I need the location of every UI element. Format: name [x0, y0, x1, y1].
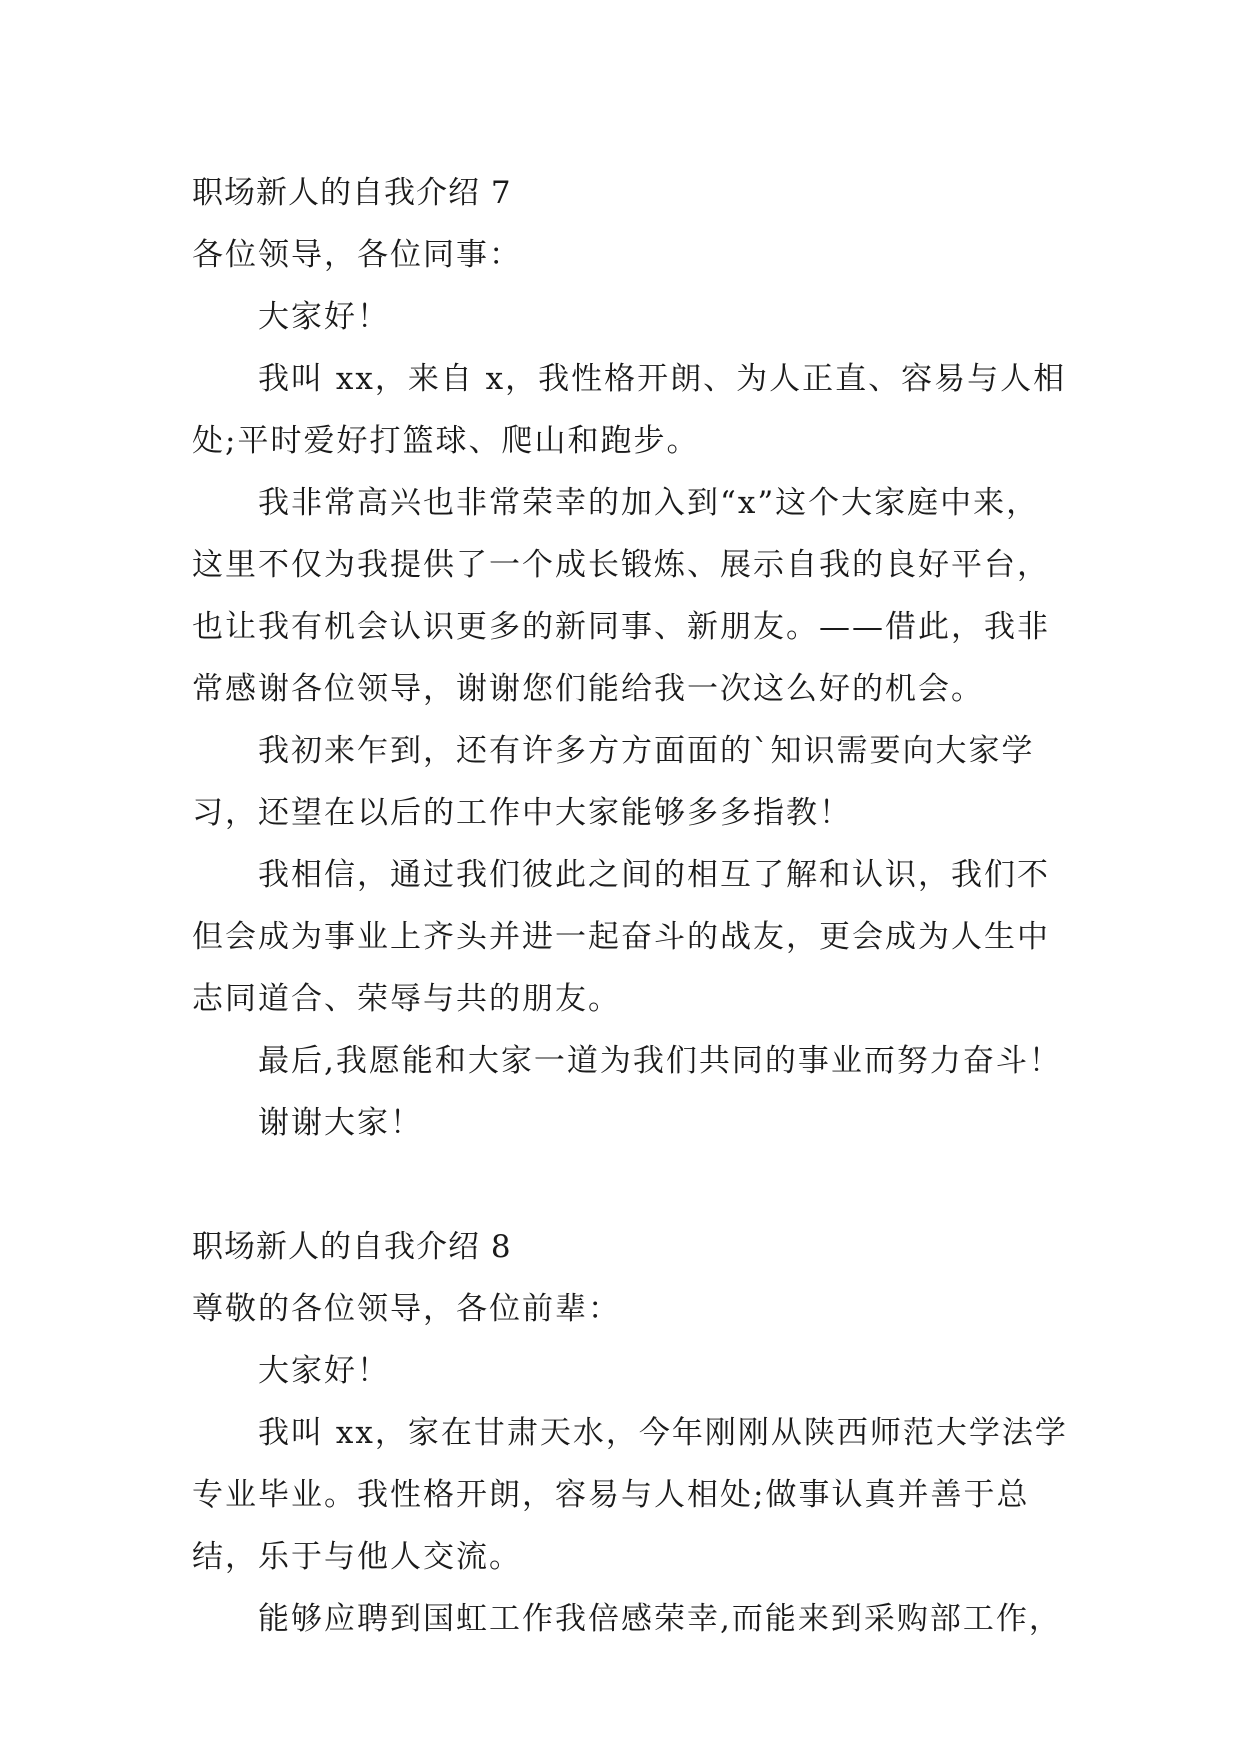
paragraph-line: 谢谢大家！: [258, 1105, 423, 1141]
paragraph-line: 结，乐于与他人交流。: [192, 1539, 522, 1575]
paragraph-line: 大家好！: [258, 1353, 390, 1389]
section-title: 职场新人的自我介绍 8: [192, 1229, 512, 1265]
section-intro-8: [192, 1216, 1068, 1650]
paragraph-line: 处;平时爱好打篮球、爬山和跑步。: [192, 423, 700, 459]
paragraph-line: 常感谢各位领导，谢谢您们能给我一次这么好的机会。: [192, 671, 984, 707]
paragraph-line: 专业毕业。我性格开朗，容易与人相处;做事认真并善于总: [192, 1477, 1030, 1513]
paragraph-line: 但会成为事业上齐头并进一起奋斗的战友，更会成为人生中: [192, 919, 1050, 955]
salutation: 各位领导，各位同事：: [192, 237, 522, 273]
paragraph-line: 我初来乍到，还有许多方方面面的`知识需要向大家学: [258, 733, 1035, 769]
paragraph-line: 我相信，通过我们彼此之间的相互了解和认识，我们不: [258, 857, 1050, 893]
section-title: 职场新人的自我介绍 7: [192, 175, 512, 211]
paragraph-line: 我叫 xx，来自 x，我性格开朗、为人正直、容易与人相: [258, 361, 1067, 397]
salutation: 尊敬的各位领导，各位前辈：: [192, 1291, 621, 1327]
paragraph-line: 我非常高兴也非常荣幸的加入到“x”这个大家庭中来，: [258, 485, 1040, 521]
document-page: [192, 162, 1068, 1650]
paragraph-line: 大家好！: [258, 299, 390, 335]
paragraph-line: 志同道合、荣辱与共的朋友。: [192, 981, 621, 1017]
paragraph-line: 能够应聘到国虹工作我倍感荣幸,而能来到采购部工作，: [258, 1601, 1062, 1637]
paragraph-line: 我叫 xx，家在甘肃天水，今年刚刚从陕西师范大学法学: [258, 1415, 1068, 1451]
paragraph-line: 习，还望在以后的工作中大家能够多多指教！: [192, 795, 852, 831]
section-intro-7: [192, 162, 1067, 1154]
paragraph-line: 最后,我愿能和大家一道为我们共同的事业而努力奋斗！: [258, 1043, 1062, 1079]
paragraph-line: 这里不仅为我提供了一个成长锻炼、展示自我的良好平台，: [192, 547, 1050, 583]
paragraph-line: 也让我有机会认识更多的新同事、新朋友。——借此，我非: [192, 609, 1050, 645]
section-spacer: [192, 1154, 1062, 1216]
